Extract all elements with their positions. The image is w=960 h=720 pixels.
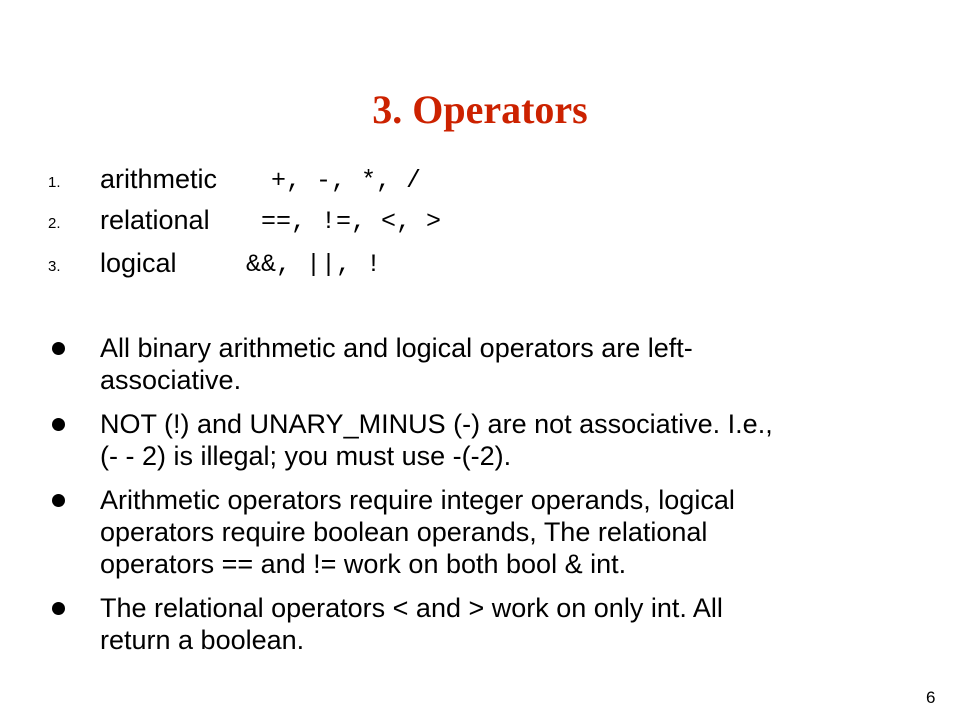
item-label: relational [100, 205, 210, 235]
bullet-text-line: (- - 2) is illegal; you must use -(-2). [100, 441, 512, 471]
relational-operators: ==, !=, <, > [261, 207, 442, 236]
bullet-item [100, 484, 940, 580]
bullet-text-line: The relational operators < and > work on only int. All [100, 593, 723, 623]
logical-operators: &&, ||, ! [246, 250, 382, 279]
bullet-text-line: operators require boolean operands, The relational [100, 517, 708, 547]
bullet-dot [52, 342, 65, 355]
bullet-dot [52, 602, 65, 615]
bullet-text-line: return a boolean. [100, 625, 305, 655]
bullet-text-line: NOT (!) and UNARY_MINUS (-) are not associative. I.e., [100, 409, 773, 439]
bullet-dot [52, 418, 65, 431]
item-label: logical [100, 248, 177, 278]
item-number: 1. [48, 174, 61, 191]
bullet-text-line: All binary arithmetic and logical operators are left- [100, 333, 693, 363]
item-label: arithmetic [100, 164, 218, 194]
bullet-item [100, 408, 940, 472]
bullet-dot [52, 494, 65, 507]
slide-title: 3. Operators [372, 87, 588, 132]
item-number: 3. [48, 258, 61, 275]
bullet-item [100, 592, 940, 656]
page-number: 6 [926, 688, 936, 707]
item-number: 2. [48, 215, 61, 232]
bullet-text-line: associative. [100, 365, 242, 395]
bullet-text-line: Arithmetic operators require integer operands, logical [100, 485, 735, 515]
bullet-text-line: operators == and != work on both bool & int. [100, 549, 627, 579]
bullet-item [100, 332, 940, 396]
arithmetic-operators: +, -, *, / [271, 166, 422, 195]
